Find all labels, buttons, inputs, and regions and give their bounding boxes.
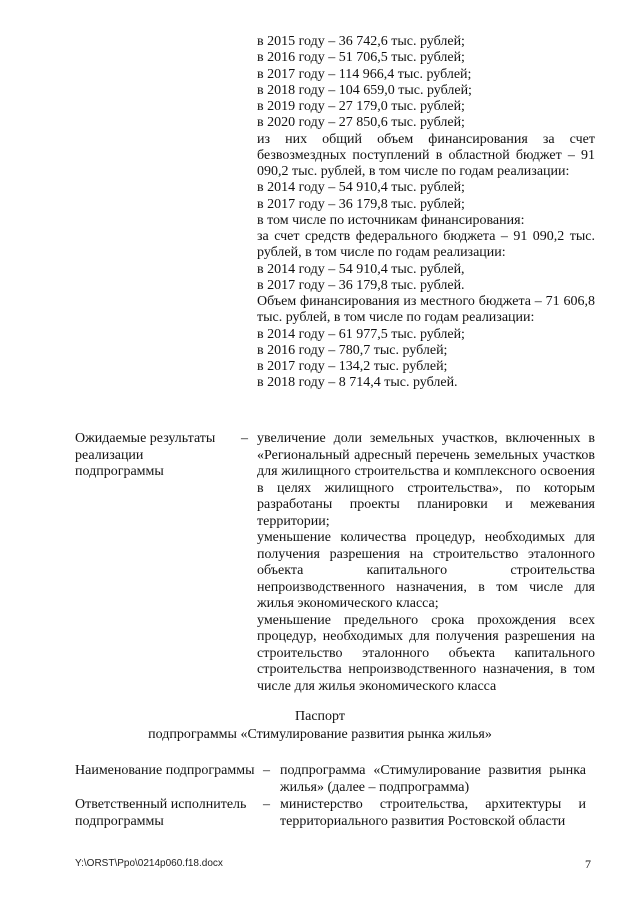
result-item: уменьшение количества процедур, необходимых для получения разрешения на строительство эталонного объекта капитального строительства непроизводственного назначения, в том числе для жилья экономического класса; — [257, 530, 595, 611]
financing-line: в 2014 году – 54 910,4 тыс. рублей; — [257, 180, 465, 196]
passport-row-dash: – — [263, 797, 270, 812]
financing-line: в 2017 году – 36 179,8 тыс. рублей. — [257, 277, 465, 293]
financing-line: в 2018 году – 8 714,4 тыс. рублей. — [257, 375, 458, 391]
financing-line: в 2017 году – 114 966,4 тыс. рублей; — [257, 66, 472, 82]
financing-line: в 2016 году – 780,7 тыс. рублей; — [257, 342, 448, 358]
passport-row-value: министерство строительства, архитектуры и территориального развития Ростовской области — [280, 797, 586, 829]
passport-subtitle: подпрограммы «Стимулирование развития рынка жилья» — [148, 727, 492, 742]
local-paragraph: Объем финансирования из местного бюджета – 71 606,8 тыс. рублей, в том числе по годам реализации: — [257, 294, 595, 326]
sources-heading: в том числе по источникам финансирования: — [257, 212, 525, 228]
financing-line: в 2016 году – 51 706,5 тыс. рублей; — [257, 50, 465, 66]
financing-line: в 2018 году – 104 659,0 тыс. рублей; — [257, 82, 472, 98]
result-item: увеличение доли земельных участков, включенных в «Региональный адресный перечень земельных участков для жилищного строительства и комплексного освоения в целях жилищного строительства», по которым разработаны проекты планировки и межевания территории; — [257, 431, 595, 529]
footer-file-path: Y:\ORST\Ppo\0214p060.f18.docx — [75, 858, 223, 869]
page-number: 7 — [585, 857, 591, 871]
financing-line: в 2014 году – 61 977,5 тыс. рублей; — [257, 326, 465, 342]
financing-line: в 2020 году – 27 850,6 тыс. рублей; — [257, 115, 465, 131]
passport-row-dash: – — [263, 763, 270, 778]
passport-row-label: Наименование подпрограммы — [75, 763, 255, 778]
results-text — [257, 431, 595, 695]
financing-block — [257, 34, 595, 392]
gratuitous-paragraph: из них общий объем финансирования за счет безвозмездных поступлений в областной бюджет – 91 090,2 тыс. рублей, в том числе по годам реализации: — [257, 131, 595, 179]
financing-line: в 2017 году – 36 179,8 тыс. рублей; — [257, 196, 465, 212]
passport-row-value: подпрограмма «Стимулирование развития рынка жилья» (далее – подпрограмма) — [280, 763, 586, 795]
financing-line: в 2014 году – 54 910,4 тыс. рублей, — [257, 261, 465, 277]
passport-title: Паспорт — [295, 709, 345, 724]
result-item: уменьшение предельного срока прохождения всех процедур, необходимых для получения разрешения на строительство эталонного объекта капитального строительства непроизводственного назначения, в том числе для жилья экономического класса — [257, 612, 595, 694]
results-dash: – — [241, 431, 248, 446]
financing-line: в 2017 году – 134,2 тыс. рублей; — [257, 359, 448, 374]
results-label: Ожидаемые результаты реализации подпрограммы — [75, 431, 216, 479]
federal-paragraph: за счет средств федерального бюджета – 91 090,2 тыс. рублей, в том числе по годам реализации: — [257, 229, 595, 261]
financing-line: в 2015 году – 36 742,6 тыс. рублей; — [257, 34, 465, 49]
financing-line: в 2019 году – 27 179,0 тыс. рублей; — [257, 99, 465, 114]
passport-row-label: Ответственный исполнитель подпрограммы — [75, 797, 247, 829]
